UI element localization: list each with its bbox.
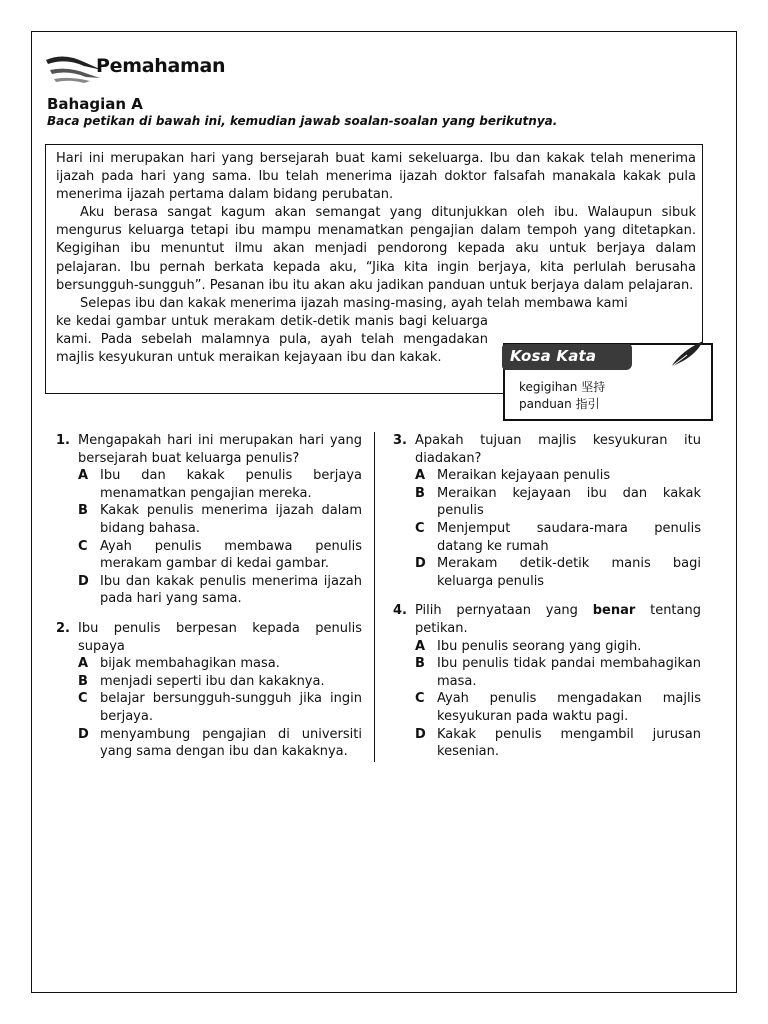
answer-option[interactable]: C belajar bersungguh-sungguh jika ingin berjaya. [78, 691, 362, 724]
answer-option[interactable]: A Ibu penulis seorang yang gigih. [415, 638, 642, 654]
kosa-kata-banner [502, 344, 632, 370]
question-number: 3. [393, 433, 407, 448]
section-header [44, 48, 274, 88]
answer-option[interactable]: C Ayah penulis membawa penulis merakam gambar di kedai gambar. [78, 538, 362, 572]
answer-option[interactable]: A Ibu dan kakak penulis berjaya menamatkan pengajian mereka. [78, 468, 362, 501]
kosa-kata-title: Kosa Kata [510, 347, 597, 365]
answer-option[interactable]: D menyambung pengajian di universiti yang sama dengan ibu dan kakaknya. [78, 726, 362, 760]
question-text: Ibu penulis berpesan kepada penulis supaya [78, 620, 362, 654]
kosa-kata-box [503, 343, 713, 421]
instruction-text: Baca petikan di bawah ini, kemudian jawab soalan-soalan yang berikutnya. [47, 114, 558, 128]
answer-option[interactable]: B Kakak penulis menerima ijazah dalam bidang bahasa. [78, 503, 362, 536]
answer-option[interactable]: A Meraikan kejayaan penulis [415, 468, 611, 484]
answer-option[interactable]: B menjadi seperti ibu dan kakaknya. [78, 673, 325, 689]
answer-option[interactable]: C Ayah penulis mengadakan majlis kesyukuran pada waktu pagi. [415, 691, 701, 724]
passage-paragraph-3a: Selepas ibu dan kakak menerima ijazah masing-masing, ayah telah membawa kami [80, 295, 628, 311]
questions-right-column [393, 432, 701, 773]
question-text: Mengapakah hari ini merupakan hari yang bersejarah buat keluarga penulis? [78, 433, 362, 466]
column-divider [374, 432, 375, 762]
questions-left-column [56, 432, 362, 773]
question-number: 2. [56, 620, 70, 636]
section-title: Bahagian A [47, 95, 143, 113]
question-text: Apakah tujuan majlis kesyukuran itu diadakan? [415, 433, 701, 466]
question-4 [393, 602, 701, 760]
question-3 [393, 432, 701, 590]
question-2 [56, 620, 362, 761]
passage-paragraph-3b: ke kedai gambar untuk merakam detik-detik manis bagi keluarga kami. Pada sebelah malamnya pula, ayah telah mengadakan majlis kesyukuran untuk meraikan kejayaan ibu dan kakak. [56, 313, 488, 366]
answer-option[interactable]: D Merakam detik-detik manis bagi keluarga penulis [415, 556, 701, 589]
passage [56, 150, 696, 367]
kosa-kata-item: panduan 指引 [519, 397, 600, 411]
question-1 [56, 432, 362, 608]
kosa-kata-item: kegigihan 坚持 [519, 380, 606, 394]
answer-option[interactable]: D Kakak penulis mengambil jurusan kesenian. [415, 726, 701, 760]
kosa-kata-list [519, 379, 605, 413]
answer-option[interactable]: B Meraikan kejayaan ibu dan kakak penulis [415, 485, 701, 519]
answer-option[interactable]: C Menjemput saudara-mara penulis datang ke rumah [415, 520, 701, 554]
passage-paragraph-1: Hari ini merupakan hari yang bersejarah buat kami sekeluarga. Ibu dan kakak telah menerima ijazah pada hari yang sama. Ibu telah menerima ijazah doktor falsafah manakala kakak pula menerima ijazah pertama dalam bidang perubatan. [56, 151, 696, 203]
question-text: Pilih pernyataan yang benar tentang petikan. [415, 603, 701, 636]
answer-option[interactable]: D Ibu dan kakak penulis menerima ijazah pada hari yang sama. [78, 573, 362, 607]
answer-option[interactable]: B Ibu penulis tidak pandai membahagikan masa. [415, 656, 701, 689]
question-number: 4. [393, 603, 407, 619]
passage-paragraph-2: Aku berasa sangat kagum akan semangat yang ditunjukkan oleh ibu. Walaupun sibuk mengurus keluarga tetapi ibu mampu menamatkan pengajian dalam tempoh yang ditetapkan. Kegigihan ibu menuntut ilmu akan menjadi pendorong kepada aku untuk berjaya dalam pelajaran. Ibu pernah berkata kepada aku, “Jika kita ingin berjaya, kita perlulah berusaha bersungguh-sungguh”. Pesanan ibu itu akan aku jadikan panduan untuk berjaya dalam pelajaran. [56, 205, 696, 293]
quill-icon [667, 339, 707, 369]
answer-option[interactable]: A bijak membahagikan masa. [78, 656, 280, 672]
pen-swoosh-icon [44, 48, 104, 88]
header-title: Pemahaman [96, 55, 226, 77]
question-number: 1. [56, 433, 70, 448]
